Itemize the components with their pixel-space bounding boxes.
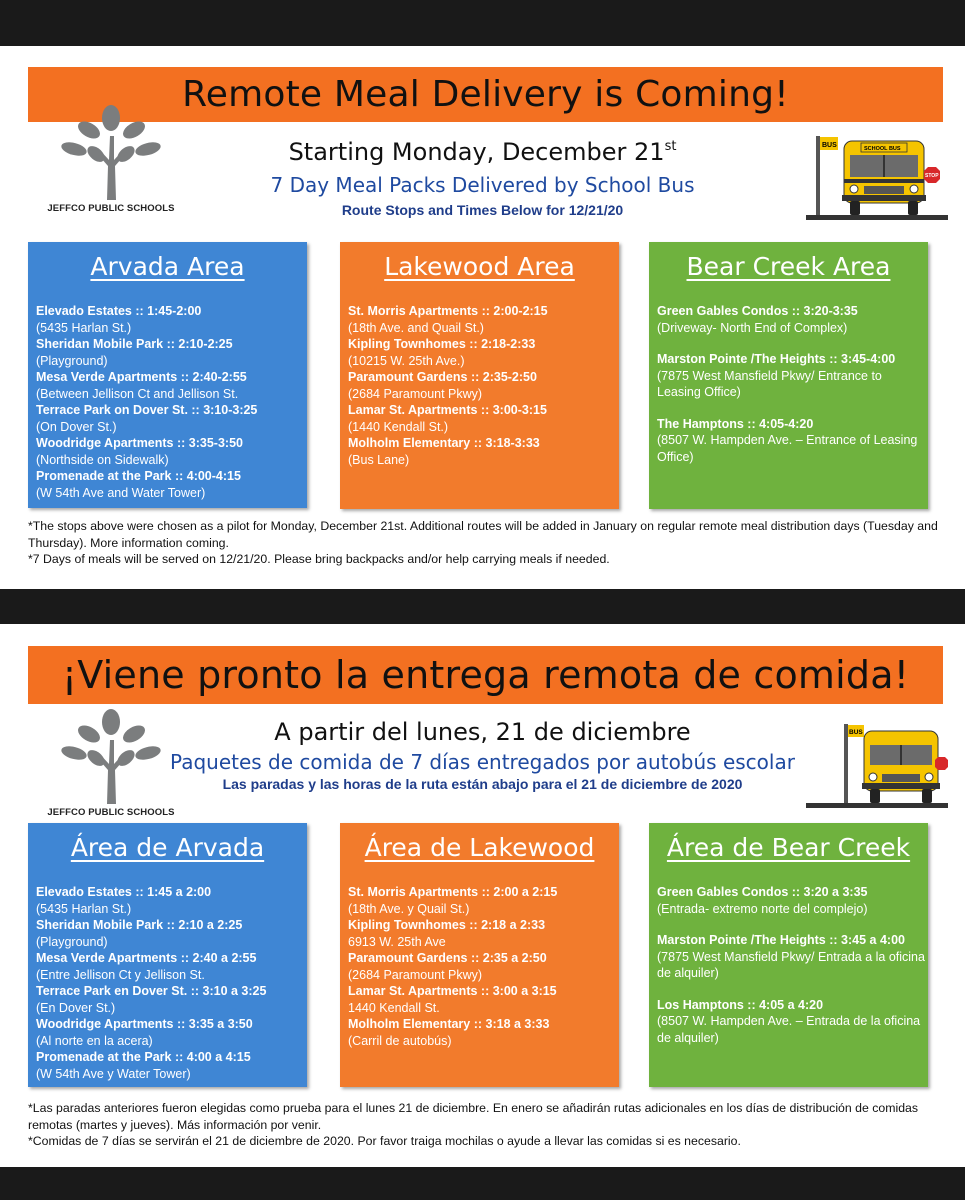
arvada-area-box — [28, 242, 307, 508]
middle-dark-bar — [0, 589, 965, 624]
stop-item: Paramount Gardens :: 2:35-2:50 (2684 Paramount Pkwy) — [348, 370, 537, 401]
area-title: Arvada Area — [90, 252, 245, 281]
stop-item: Paramount Gardens :: 2:35 a 2:50 (2684 Paramount Pkwy) — [348, 951, 547, 982]
stop-item: Lamar St. Apartments :: 3:00 a 3:15 1440 Kendall St. — [348, 984, 557, 1015]
stop-item: Green Gables Condos :: 3:20 a 3:35 (Entrada- extremo norte del complejo) — [657, 885, 868, 916]
footnotes — [28, 518, 938, 568]
school-bus-illustration — [806, 719, 948, 819]
meal-packs-line: 7 Day Meal Packs Delivered by School Bus — [270, 173, 695, 197]
footnotes — [28, 1100, 938, 1150]
route-stops-line: Las paradas y las horas de la ruta están abajo para el 21 de diciembre de 2020 — [222, 776, 743, 792]
stop-item: St. Morris Apartments :: 2:00-2:15 (18th Ave. and Quail St.) — [348, 304, 548, 335]
stop-item: Los Hamptons :: 4:05 a 4:20 (8507 W. Hampden Ave. – Entrada de la oficina de alquiler) — [657, 997, 921, 1045]
stop-item: Promenade at the Park :: 4:00 a 4:15 (W 54th Ave y Water Tower) — [36, 1050, 251, 1081]
svg-text:STOP: STOP — [925, 173, 939, 179]
area-title: Área de Lakewood — [364, 833, 595, 862]
stop-item: Marston Pointe /The Heights :: 3:45 a 4:00 (7875 West Mansfield Pkwy/ Entrada a la oficina de alquiler) — [657, 933, 925, 980]
banner-title: Remote Meal Delivery is Coming! — [182, 74, 789, 115]
banner-title: ¡Viene pronto la entrega remota de comida! — [61, 653, 910, 697]
meal-packs-line: Paquetes de comida de 7 días entregados por autobús escolar — [170, 750, 795, 774]
top-dark-bar — [0, 0, 965, 46]
stop-item: St. Morris Apartments :: 2:00 a 2:15 (18th Ave. y Quail St.) — [348, 885, 558, 916]
stop-item: Lamar St. Apartments :: 3:00-3:15 (1440 Kendall St.) — [348, 403, 547, 434]
footnote: *Las paradas anteriores fueron elegidas como prueba para el lunes 21 de diciembre. En enero se añadirán rutas adicionales en los días de distribución de comidas remotas (martes y jueves). Más información por venir. — [28, 1101, 919, 1132]
area-title: Bear Creek Area — [686, 252, 891, 281]
lakewood-area-box — [340, 823, 619, 1087]
svg-text:BUS: BUS — [849, 729, 863, 736]
footnote: *7 Days of meals will be served on 12/21/20. Please bring backpacks and/or help carrying meals if needed. — [28, 552, 610, 566]
stop-item: Marston Pointe /The Heights :: 3:45-4:00 (7875 West Mansfield Pkwy/ Entrance to Leasing Office) — [657, 352, 896, 399]
school-bus-icon — [806, 131, 948, 231]
arvada-area-box — [28, 823, 307, 1087]
stop-item: Mesa Verde Apartments :: 2:40-2:55 (Between Jellison Ct and Jellison St. — [36, 370, 247, 401]
stop-item: Sheridan Mobile Park :: 2:10-2:25 (Playground) — [36, 337, 233, 368]
spanish-flyer — [0, 624, 965, 1167]
lakewood-area-box — [340, 242, 619, 509]
school-bus-illustration — [806, 131, 948, 231]
stop-item: Woodridge Apartments :: 3:35 a 3:50 (Al norte en la acera) — [36, 1017, 253, 1048]
stop-item: Terrace Park on Dover St. :: 3:10-3:25 (On Dover St.) — [36, 403, 258, 434]
area-title: Área de Arvada — [70, 833, 265, 862]
area-title: Lakewood Area — [384, 252, 575, 281]
bear-creek-area-box — [649, 242, 928, 509]
footnote: *Comidas de 7 días se servirán el 21 de diciembre de 2020. Por favor traiga mochilas o ayude a llevar las comidas si es necesario. — [28, 1134, 741, 1148]
stop-item: Elevado Estates :: 1:45-2:00 (5435 Harlan St.) — [36, 304, 202, 335]
area-title: Área de Bear Creek — [666, 833, 911, 862]
stop-item: Mesa Verde Apartments :: 2:40 a 2:55 (Entre Jellison Ct y Jellison St. — [36, 951, 257, 982]
school-bus-icon — [806, 719, 948, 819]
stop-item: Promenade at the Park :: 4:00-4:15 (W 54th Ave and Water Tower) — [36, 469, 241, 500]
stop-item: Elevado Estates :: 1:45 a 2:00 (5435 Harlan St.) — [36, 885, 212, 916]
starting-date: Starting Monday, December 21st — [288, 138, 677, 166]
stop-item: Green Gables Condos :: 3:20-3:35 (Driveway- North End of Complex) — [657, 304, 858, 335]
stop-item: Kipling Townhomes :: 2:18 a 2:33 6913 W. 25th Ave — [348, 918, 546, 949]
stop-item: Sheridan Mobile Park :: 2:10 a 2:25 (Playground) — [36, 918, 243, 949]
spanish-banner — [28, 646, 943, 704]
stop-item: The Hamptons :: 4:05-4:20 (8507 W. Hampden Ave. – Entrance of Leasing Office) — [657, 416, 918, 464]
logo-text: JEFFCO PUBLIC SCHOOLS — [47, 203, 175, 214]
logo-text: JEFFCO PUBLIC SCHOOLS — [47, 807, 175, 818]
route-stops-line: Route Stops and Times Below for 12/21/20 — [341, 202, 624, 218]
stop-item: Molholm Elementary :: 3:18 a 3:33 (Carril de autobús) — [348, 1017, 550, 1048]
footnote: *The stops above were chosen as a pilot for Monday, December 21st. Additional routes will be added in January on regular remote meal distribution days (Tuesday and Thursday). More information coming. — [28, 519, 938, 550]
bear-creek-area-box — [649, 823, 928, 1087]
stop-item: Molholm Elementary :: 3:18-3:33 (Bus Lane) — [348, 436, 540, 467]
svg-text:BUS: BUS — [822, 142, 837, 149]
starting-date: A partir del lunes, 21 de diciembre — [274, 718, 691, 746]
stop-item: Terrace Park en Dover St. :: 3:10 a 3:25 (En Dover St.) — [36, 984, 267, 1015]
bottom-dark-bar — [0, 1167, 965, 1200]
stop-item: Woodridge Apartments :: 3:35-3:50 (Northside on Sidewalk) — [36, 436, 243, 467]
english-flyer — [0, 46, 965, 589]
svg-text:SCHOOL BUS: SCHOOL BUS — [864, 146, 901, 152]
stop-item: Kipling Townhomes :: 2:18-2:33 (10215 W. 25th Ave.) — [348, 337, 536, 368]
